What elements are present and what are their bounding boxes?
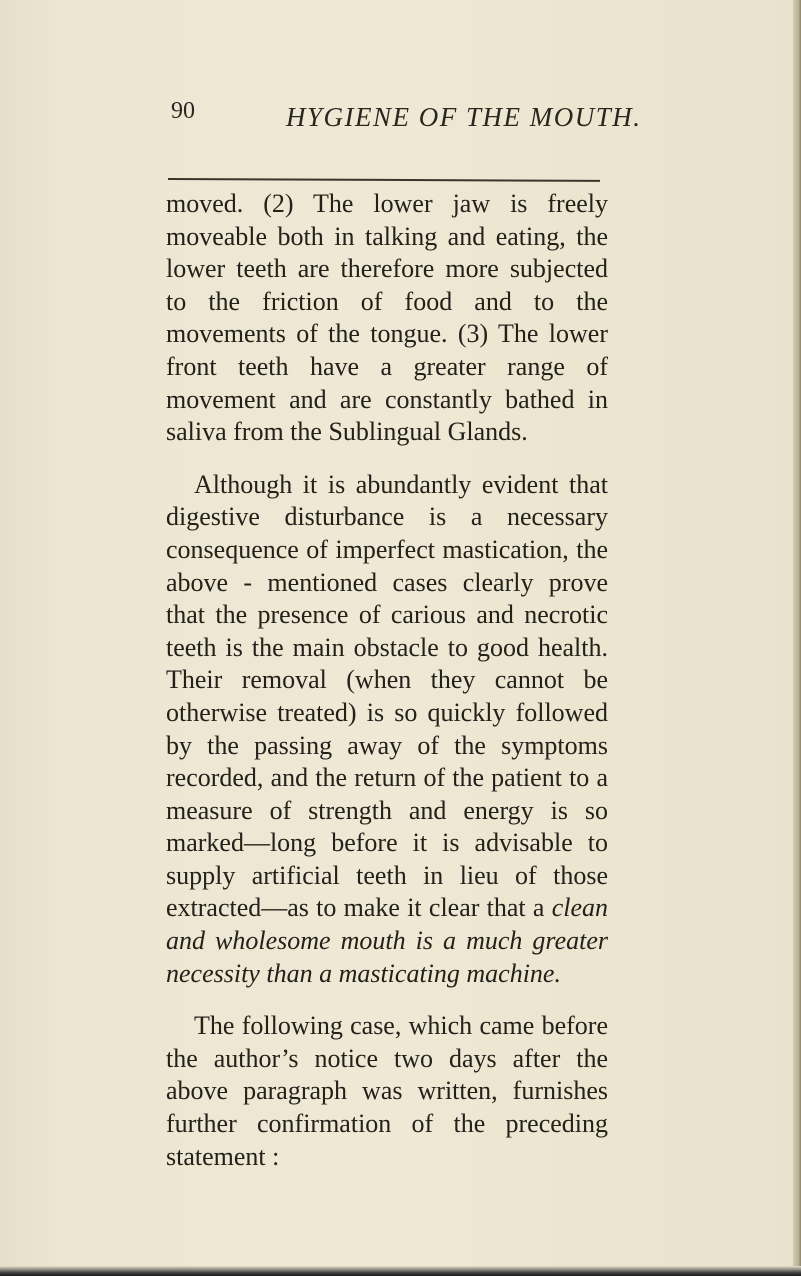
paragraph-2-text: Although it is abundantly evident that digestive disturbance is a necessary consequence of imperfect mastication, the above - mentioned cases clearly prove that the presence of carious and necrotic teeth is the main obstacle to good health. Their removal (when they cannot be otherwise treated) is so quickly followed by the passing away of the symptoms recorded, and the return of the patient to a measure of strength and energy is so marked—long before it is advisable to supply artificial teeth in lieu of those extracted—as to make it clear that a — [166, 469, 608, 923]
page-number: 90 — [171, 98, 195, 124]
paragraph-2 — [166, 469, 608, 991]
paragraph-1 — [166, 188, 608, 449]
paragraph-2-italic-text: clean and wholesome mouth is a much greater necessity than a masticating machine. — [166, 893, 608, 988]
body-text — [166, 188, 608, 1173]
header-rule — [168, 178, 600, 182]
running-title: HYGIENE OF THE MOUTH. — [286, 102, 642, 132]
running-head — [0, 92, 801, 136]
page-edge-shadow — [793, 0, 801, 1276]
paragraph-3-text: The following case, which came before the author’s notice two days after the above paragraph was written, furnishes further confirmation of the preceding statement : — [166, 1011, 608, 1171]
paragraph-3 — [166, 1010, 608, 1173]
page-bottom-edge — [0, 1266, 801, 1276]
paragraph-1-text: moved. (2) The lower jaw is freely moveable both in talking and eating, the lower teeth are therefore more subjected to the friction of food and to the movements of the tongue. (3) The lower front teeth have a greater range of movement and are constantly bathed in saliva from the Sublingual Glands. — [166, 189, 608, 447]
